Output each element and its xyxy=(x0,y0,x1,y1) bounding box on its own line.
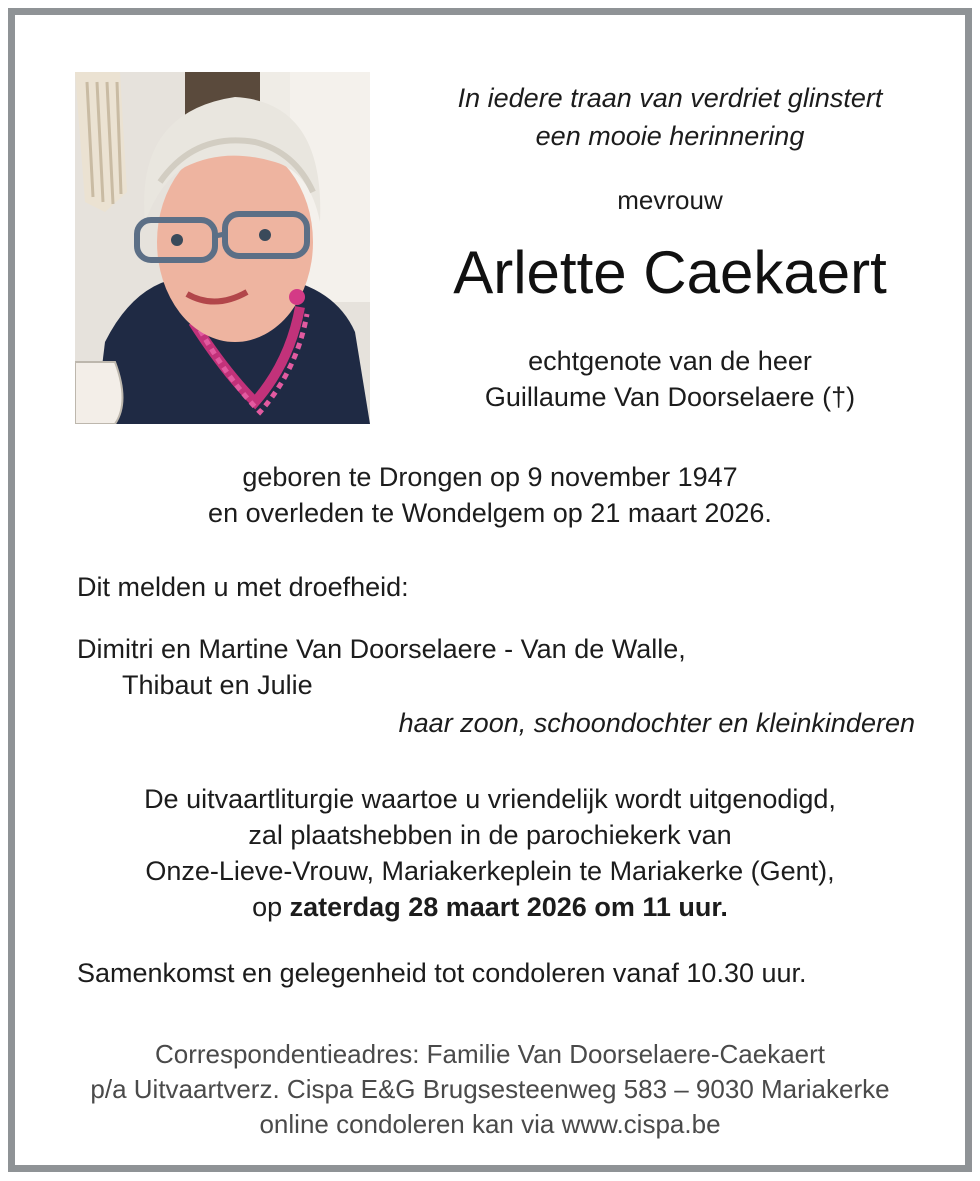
liturgy-date: zaterdag 28 maart 2026 om 11 uur. xyxy=(289,892,728,922)
liturgy-block xyxy=(55,781,925,925)
liturgy-date-prefix: op xyxy=(252,892,290,922)
liturgy-line-3: Onze-Lieve-Vrouw, Mariakerkeplein te Mariakerke (Gent), xyxy=(145,856,835,886)
liturgy-line-1: De uitvaartliturgie waartoe u vriendelijk wordt uitgenodigd, xyxy=(144,784,836,814)
family-line-1: Dimitri en Martine Van Doorselaere - Van de Walle, xyxy=(77,634,686,664)
obituary-card xyxy=(8,8,972,1172)
footer-line-1: Correspondentieadres: Familie Van Doorselaere-Caekaert xyxy=(154,1039,826,1069)
spouse-relation xyxy=(395,343,945,415)
gathering-info: Samenkomst en gelegenheid tot condoleren vanaf 10.30 uur. xyxy=(77,958,807,988)
liturgy-line-2: zal plaatshebben in de parochiekerk van xyxy=(248,820,732,850)
spouse-line-1: echtgenote van de heer xyxy=(528,346,812,376)
death-line: en overleden te Wondelgem op 21 maart 2026. xyxy=(208,498,772,528)
liturgy-line-4 xyxy=(55,889,925,925)
family-relation: haar zoon, schoondochter en kleinkinderen xyxy=(398,708,915,738)
honorific: mevrouw xyxy=(617,185,723,215)
correspondence-footer xyxy=(55,1037,925,1142)
footer-line-2: p/a Uitvaartverz. Cispa E&G Brugsesteenweg 583 – 9030 Mariakerke xyxy=(90,1074,890,1104)
motto-line-1: In iedere traan van verdriet glinstert xyxy=(457,83,883,113)
footer-line-3: online condoleren kan via www.cispa.be xyxy=(259,1109,721,1139)
spouse-line-2: Guillaume Van Doorselaere (†) xyxy=(484,382,856,412)
motto-line-2: een mooie herinnering xyxy=(535,121,805,151)
portrait-photo xyxy=(75,72,370,424)
deceased-name: Arlette Caekaert xyxy=(453,239,887,306)
birth-death-dates xyxy=(75,459,905,531)
portrait-image xyxy=(75,72,370,424)
motto xyxy=(410,79,930,155)
birth-line: geboren te Drongen op 9 november 1947 xyxy=(242,462,738,492)
announcement-intro: Dit melden u met droefheid: xyxy=(77,572,409,602)
family-line-2: Thibaut en Julie xyxy=(122,670,313,700)
